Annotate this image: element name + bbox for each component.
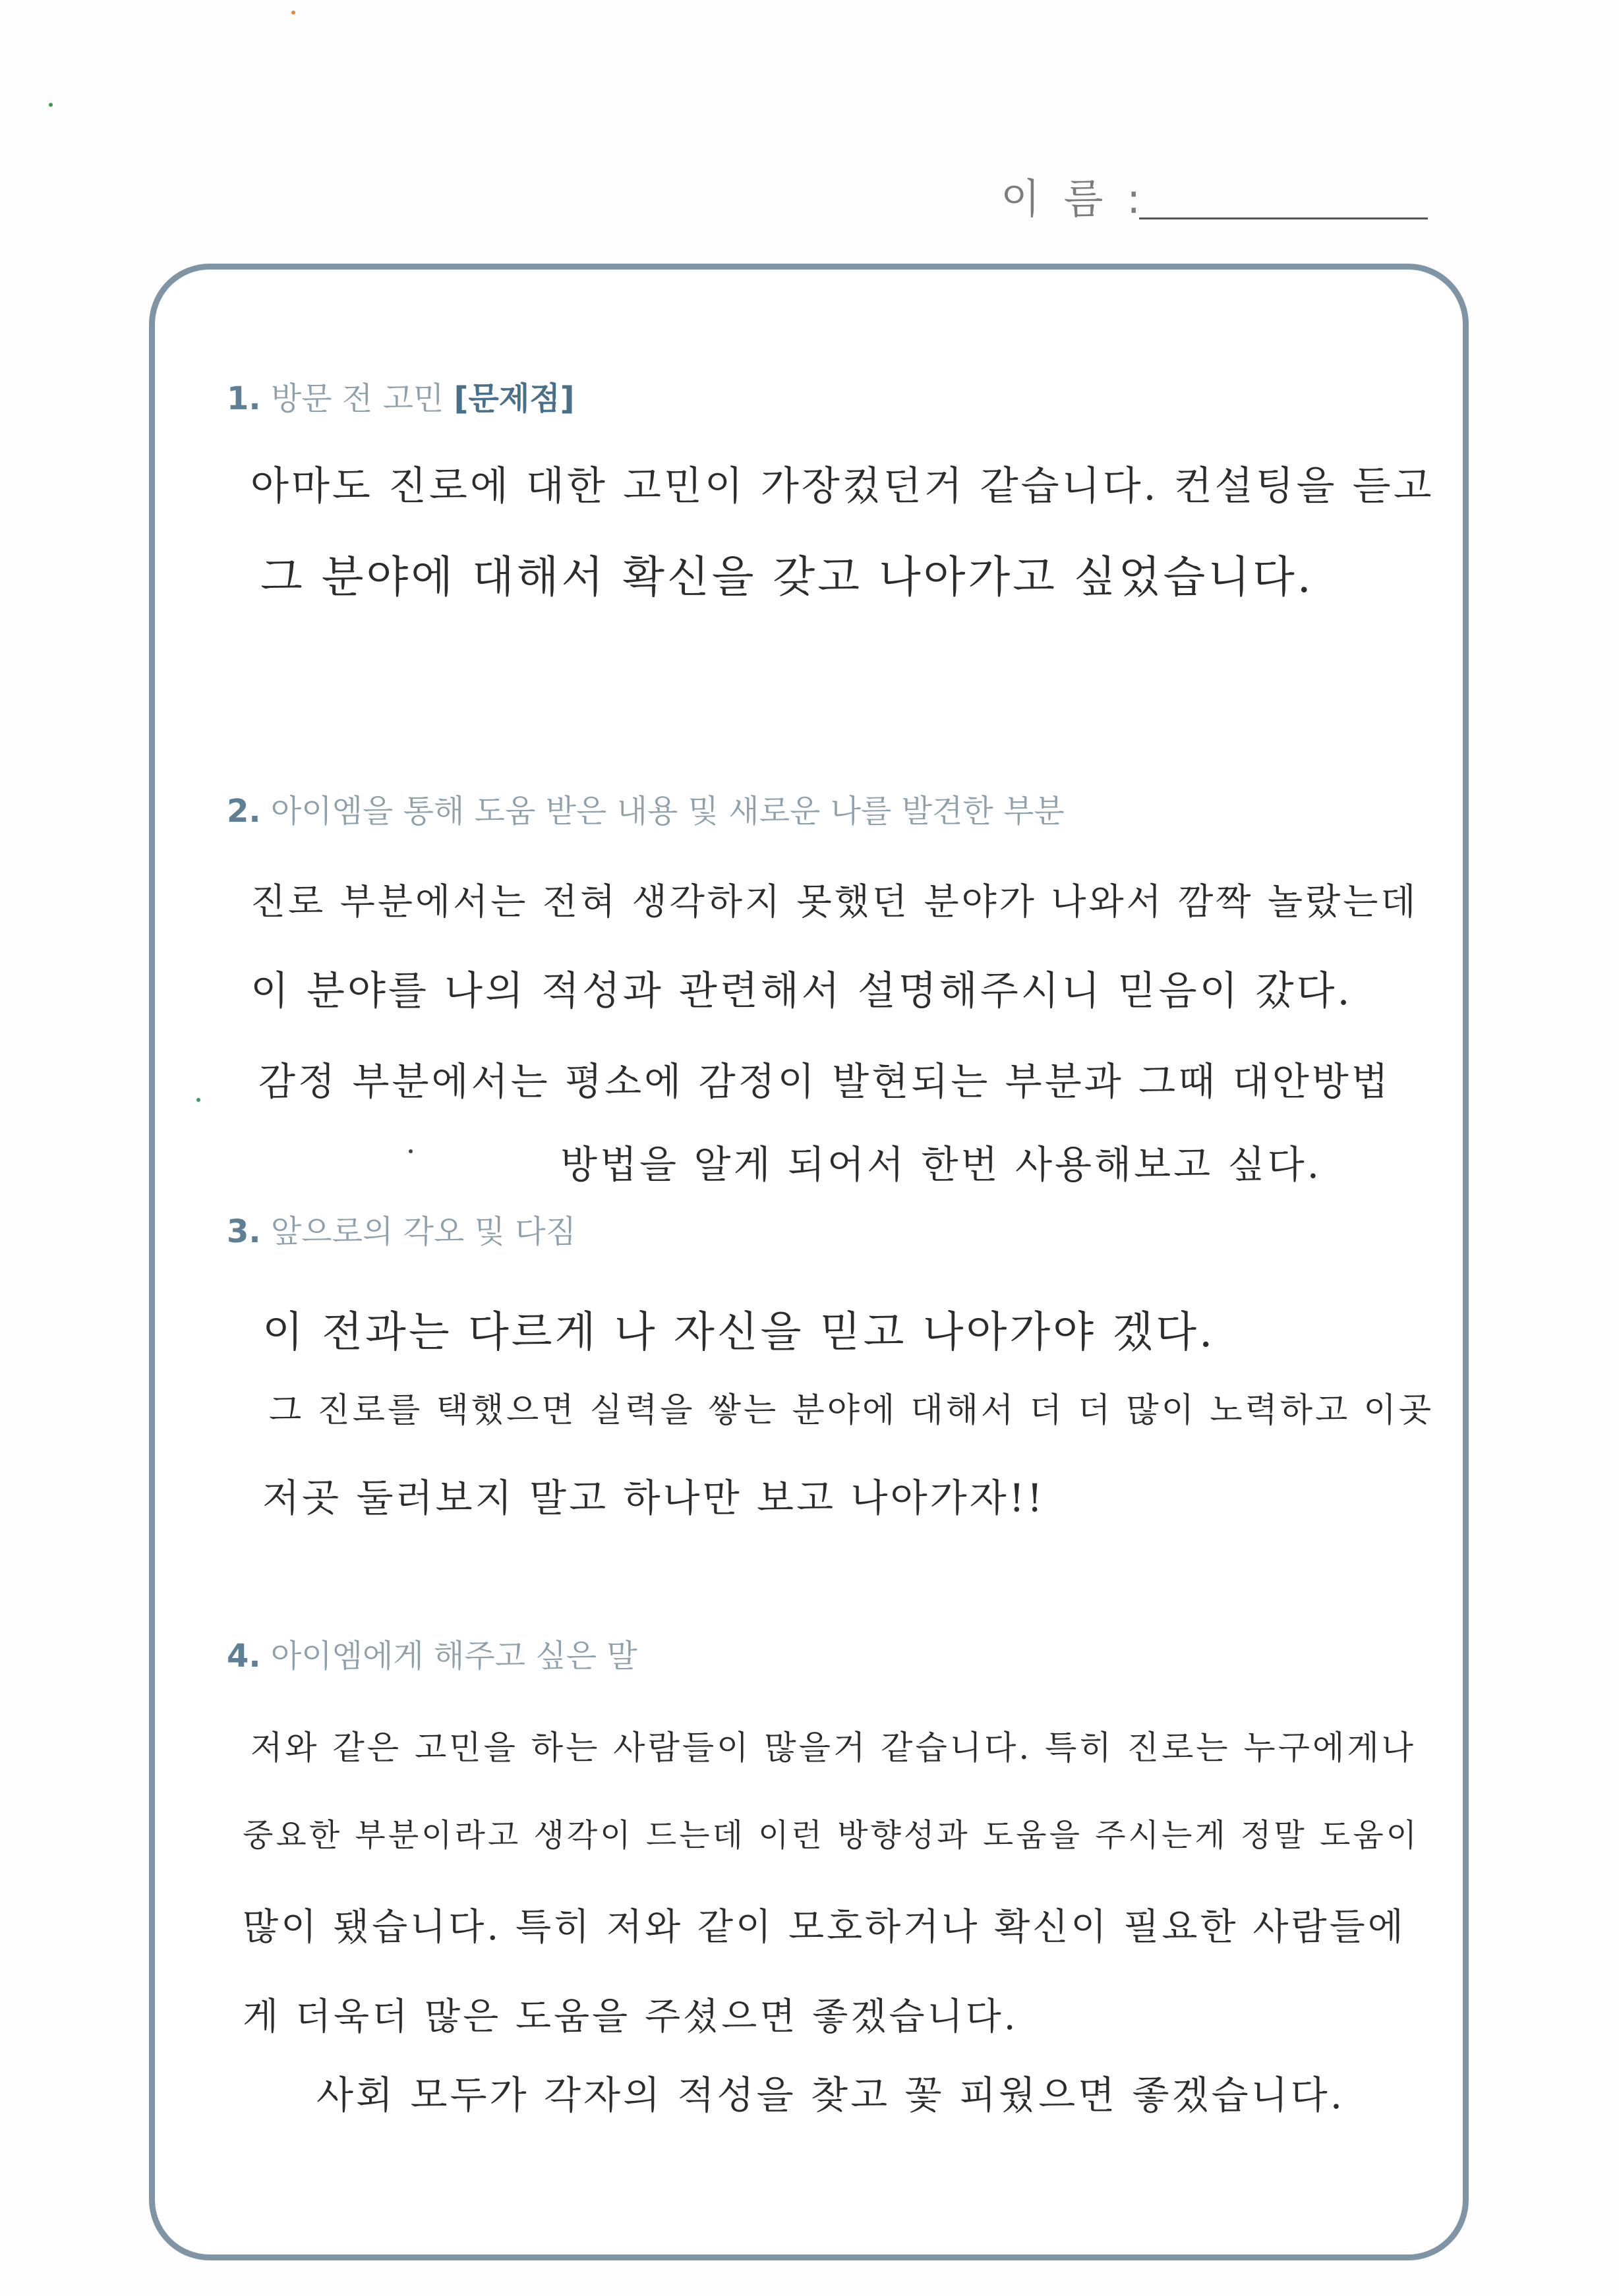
section-4-line: 중요한 부분이라고 생각이 드는데 이런 방향성과 도움을 주시는게 정말 도움이	[243, 1817, 1420, 1854]
section-2-line: 감정 부분에서는 평소에 감정이 발현되는 부분과 그때 대안방법	[258, 1059, 1391, 1104]
scan-speck	[291, 11, 295, 14]
section-2-line: 방법을 알게 되어서 한번 사용해보고 싶다.	[560, 1142, 1322, 1187]
name-field-line	[1139, 217, 1428, 219]
section-2-title	[227, 786, 1065, 831]
scan-speck	[196, 1098, 200, 1102]
section-3-line: 저곳 둘러보지 말고 하나만 보고 나아가자!!	[262, 1476, 1045, 1520]
section-3-title	[227, 1206, 576, 1251]
section-2-title-text: 아이엠을 통해 도움 받은 내용 및 새로운 나를 발견한 부분	[270, 793, 1065, 830]
scan-speck	[409, 1149, 413, 1153]
section-2-line: 진로 부분에서는 전혀 생각하지 못했던 분야가 나와서 깜짝 놀랐는데	[250, 880, 1419, 923]
scan-speck	[49, 103, 53, 107]
section-4-line: 게 더욱더 많은 도움을 주셨으면 좋겠습니다.	[243, 1995, 1018, 2038]
section-4-title-text: 아이엠에게 해주고 싶은 말	[270, 1638, 637, 1675]
section-1-line: 아마도 진로에 대한 고민이 가장컸던거 같습니다. 컨설팅을 듣고	[250, 463, 1434, 509]
section-4-title	[227, 1630, 637, 1676]
section-3-title-text: 앞으로의 각오 및 다짐	[270, 1213, 576, 1250]
section-4-line: 저와 같은 고민을 하는 사람들이 많을거 같습니다. 특히 진로는 누구에게나	[250, 1729, 1416, 1767]
section-1-title-text: 방문 전 고민	[270, 380, 444, 417]
section-2-line: 이 분야를 나의 적성과 관련해서 설명해주시니 믿음이 갔다.	[250, 968, 1353, 1014]
section-3-line: 그 진로를 택했으면 실력을 쌓는 분야에 대해서 더 더 많이 노력하고 이곳	[269, 1391, 1434, 1430]
section-1-line: 그 분야에 대해서 확신을 갖고 나아가고 싶었습니다.	[260, 552, 1314, 602]
section-2-number: 2.	[227, 793, 261, 830]
section-4-number: 4.	[227, 1638, 261, 1675]
section-3-line: 이 전과는 다르게 나 자신을 믿고 나아가야 겠다.	[262, 1308, 1216, 1357]
section-1-number: 1.	[227, 380, 261, 417]
section-1-title-emphasis: [문제점]	[454, 380, 575, 417]
section-4-line: 사회 모두가 각자의 적성을 찾고 꽃 피웠으면 좋겠습니다.	[316, 2073, 1345, 2117]
name-label: 이 름 :	[1001, 175, 1146, 223]
section-1-title	[227, 373, 575, 418]
section-3-number: 3.	[227, 1213, 261, 1250]
section-4-line: 많이 됐습니다. 특히 저와 같이 모호하거나 확신이 필요한 사람들에	[243, 1906, 1406, 1949]
